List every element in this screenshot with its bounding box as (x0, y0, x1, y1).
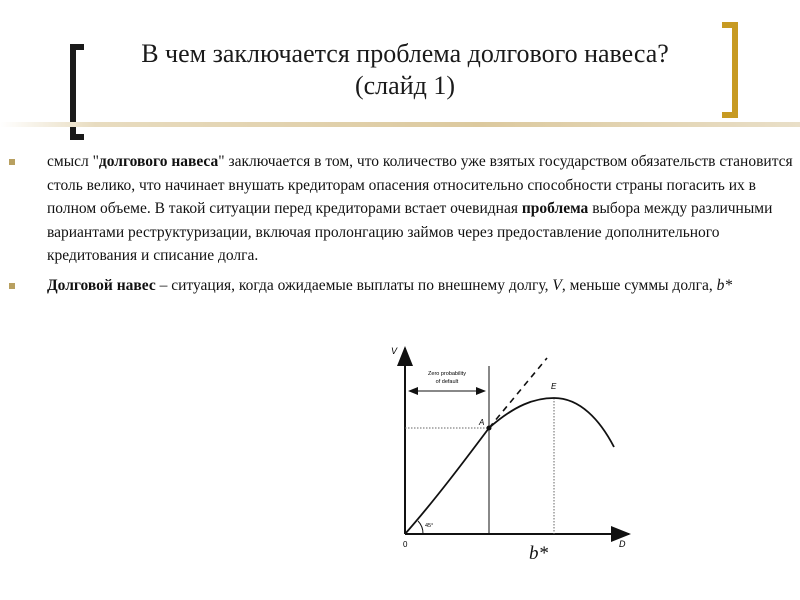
point-a-label: A (479, 418, 485, 427)
point-e-label: E (551, 382, 557, 391)
b-star-axis-label: b* (529, 543, 548, 564)
bullet-2-bold-term: Долговой навес (47, 276, 156, 294)
right-bracket-decoration (722, 22, 738, 118)
bullet-square-icon (9, 159, 15, 165)
forty-five-degree-dashed-line (489, 358, 547, 428)
bullet-1-bold-problem: проблема (521, 200, 589, 217)
origin-label: 0 (403, 540, 408, 549)
slide-title: В чем заключается проблема долгового навеса? (слайд 1) (141, 39, 669, 100)
bullet-2-text-1: – ситуация, когда ожидаемые выплаты по внешнему долгу, (155, 276, 553, 294)
expected-payment-curve (405, 398, 614, 534)
bullet-2-var-bstar: b* (716, 276, 733, 294)
y-axis-label: V (391, 346, 398, 356)
bullet-item-2 (0, 274, 800, 298)
point-a-marker (487, 426, 492, 431)
angle-label: 45° (425, 523, 434, 529)
bullet-1-text-after: выбора между различными вариантами реструктуризации, включая пролонгацию займов через предоставление дополнительного кредитования и списание долга. (47, 200, 773, 264)
bullet-item-1 (0, 150, 800, 268)
bullet-2-text-2: , меньше суммы долга, (561, 276, 717, 294)
bullet-1-bold-term: долгового навеса (98, 153, 219, 170)
zone-label-line-1: Zero probability (428, 371, 466, 377)
bullet-2-var-v: V (552, 276, 562, 294)
slide-content (0, 150, 800, 297)
zone-label-line-2: of default (435, 379, 459, 385)
title-divider (0, 122, 800, 127)
debt-overhang-figure (385, 340, 645, 570)
x-axis-label: D (619, 539, 626, 549)
bullet-1-text-before: смысл " (47, 153, 99, 170)
bullet-square-icon (9, 283, 15, 289)
angle-arc (418, 521, 423, 534)
bullet-1-text-middle: " заключается в том, что количество уже взятых государством обязательств становится столь велико, что начинает внушать кредиторам опасения относительно способности страны погасить их в полном объеме. В такой ситуации перед кредиторами встает очевидная (47, 153, 793, 217)
